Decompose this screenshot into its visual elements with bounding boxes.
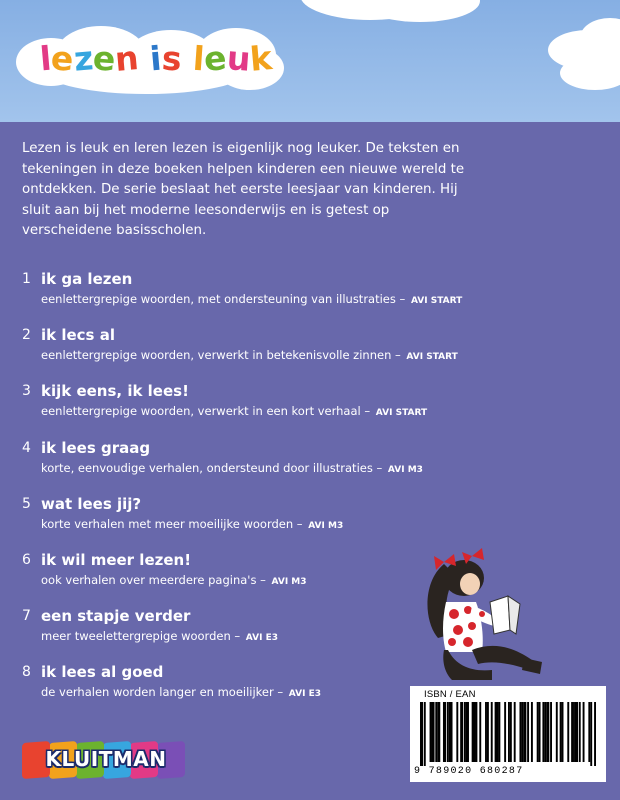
logo-letter: e — [91, 37, 117, 79]
book-description — [41, 347, 458, 365]
book-item — [22, 270, 522, 326]
book-number: 8 — [22, 664, 31, 681]
logo-letter: z — [72, 37, 95, 79]
barcode-bar — [437, 702, 440, 762]
logo-letter: s — [160, 37, 183, 79]
book-item — [22, 382, 522, 438]
series-logo — [16, 24, 284, 94]
barcode-bar — [546, 702, 549, 762]
book-title: kijk eens, ik lees! — [41, 382, 189, 401]
barcode-bar — [527, 702, 529, 762]
barcode-digits: 9 789020 680287 — [414, 766, 524, 777]
barcode-bar — [504, 702, 506, 762]
book-desc-text: de verhalen worden langer en moeilijker – — [41, 685, 284, 700]
logo-letter: l — [191, 38, 206, 78]
logo-letter: i — [148, 38, 164, 78]
book-desc-text: meer tweelettergrepige woorden – — [41, 629, 241, 644]
avi-level: AVI START — [410, 296, 463, 306]
avi-level: AVI M3 — [271, 576, 307, 587]
barcode-bar — [588, 702, 590, 762]
book-number: 3 — [22, 383, 31, 400]
logo-letter: l — [38, 38, 54, 78]
book-item — [22, 326, 522, 382]
book-title: ik lecs al — [41, 326, 115, 345]
book-number: 1 — [22, 271, 31, 287]
avi-level: AVI E3 — [288, 689, 322, 700]
book-description — [41, 460, 423, 478]
barcode-bar — [487, 702, 489, 762]
avi-level: AVI START — [375, 408, 428, 419]
barcode-panel — [410, 686, 606, 782]
book-item — [22, 439, 522, 495]
avi-level: AVI M3 — [387, 464, 423, 475]
book-desc-text: eenlettergrepige woorden, verwerkt in een kort verhaal – — [41, 404, 371, 419]
logo-letter: e — [50, 37, 76, 79]
publisher-name: KLUITMAN — [45, 747, 167, 771]
intro-paragraph: Lezen is leuk en leren lezen is eigenlijk nog leuker. De teksten en tekeningen in deze boeken helpen kinderen een nieuwe wereld te ontdekken. De serie beslaat het eerste leesjaar van kinderen. Hij sluit aan bij het moderne leesonderwijs en is getest op verscheidene basisscholen. — [22, 141, 465, 238]
barcode-bar — [571, 702, 573, 762]
barcode-bar — [521, 702, 523, 762]
book-desc-text: korte verhalen met meer moeilijke woorden – — [41, 516, 303, 531]
barcode-bar — [485, 702, 487, 762]
barcode-bar — [590, 702, 592, 766]
barcode-bar — [562, 702, 564, 762]
barcode-bar — [498, 702, 500, 762]
book-title: een stapje verder — [41, 607, 191, 626]
book-desc-text: ook verhalen over meerdere pagina's – — [41, 572, 266, 587]
book-title: ik lees al goed — [41, 663, 164, 682]
book-description — [41, 684, 321, 702]
avi-level: AVI M3 — [308, 520, 344, 531]
barcode-bar — [550, 702, 552, 762]
logo-letter: e — [202, 37, 229, 79]
book-number: 6 — [22, 551, 31, 568]
barcode-bar — [573, 702, 575, 762]
barcode-bar — [508, 702, 510, 762]
book-number: 4 — [22, 439, 31, 456]
barcode-icon — [420, 702, 596, 766]
book-desc-text: eenlettergrepige woorden, verwerkt in betekenisvolle zinnen – — [41, 348, 401, 363]
barcode-bar — [542, 702, 544, 762]
book-title: wat lees jij? — [41, 494, 142, 513]
barcode-bar — [424, 702, 426, 766]
publisher-logo — [22, 736, 188, 782]
barcode-bar — [514, 702, 516, 762]
book-description — [41, 291, 462, 309]
barcode-bar — [556, 702, 558, 762]
book-description — [41, 628, 278, 646]
barcode-bar — [594, 702, 596, 766]
book-description — [41, 572, 307, 590]
barcode-bar — [431, 702, 434, 762]
book-title: ik ga lezen — [41, 270, 133, 288]
barcode-bar — [435, 702, 437, 762]
book-title: ik wil meer lezen! — [41, 550, 192, 569]
book-title: ik lees graag — [41, 438, 151, 457]
avi-level: AVI E3 — [245, 633, 279, 644]
avi-level: AVI START — [406, 352, 458, 363]
barcode-bar — [523, 702, 526, 762]
barcode-bar — [443, 702, 446, 762]
logo-letter: n — [113, 37, 141, 79]
barcode-bar — [560, 702, 562, 762]
barcode-bar — [539, 702, 541, 762]
barcode-bar — [460, 702, 463, 762]
barcode-bar — [479, 702, 481, 762]
barcode-bar — [464, 702, 466, 762]
barcode-bar — [456, 702, 458, 762]
book-desc-text: korte, eenvoudige verhalen, ondersteund door illustraties – — [41, 460, 383, 475]
barcode-bar — [537, 702, 539, 762]
barcode-bar — [420, 702, 423, 766]
barcode-bar — [567, 702, 569, 762]
cloud — [560, 56, 620, 90]
barcode-bar — [497, 702, 499, 762]
barcode-bar — [451, 702, 453, 762]
barcode-bar — [475, 702, 477, 762]
barcode-bar — [491, 702, 493, 762]
book-description — [41, 516, 343, 534]
barcode-bar — [579, 702, 581, 762]
barcode-bar — [474, 702, 476, 762]
isbn-label: ISBN / EAN — [424, 689, 476, 700]
logo-letter: k — [248, 37, 274, 79]
barcode-bar — [531, 702, 533, 762]
series-logo-text — [36, 28, 276, 88]
barcode-bar — [430, 702, 432, 762]
barcode-bar — [583, 702, 585, 762]
barcode-bar — [575, 702, 578, 762]
book-number: 7 — [22, 608, 31, 625]
book-number: 2 — [22, 327, 31, 344]
girl-reading-book-icon — [412, 542, 562, 692]
barcode-bar — [510, 702, 512, 762]
barcode-bar — [447, 702, 449, 762]
book-desc-text: eenlettergrepige woorden, met ondersteuning van illustraties – — [41, 292, 406, 306]
book-number: 5 — [22, 495, 31, 512]
barcode-bar — [466, 702, 469, 762]
logo-letter: u — [225, 37, 252, 79]
book-description — [41, 403, 427, 421]
barcode-bar — [544, 702, 546, 762]
barcode-bar — [519, 702, 521, 762]
